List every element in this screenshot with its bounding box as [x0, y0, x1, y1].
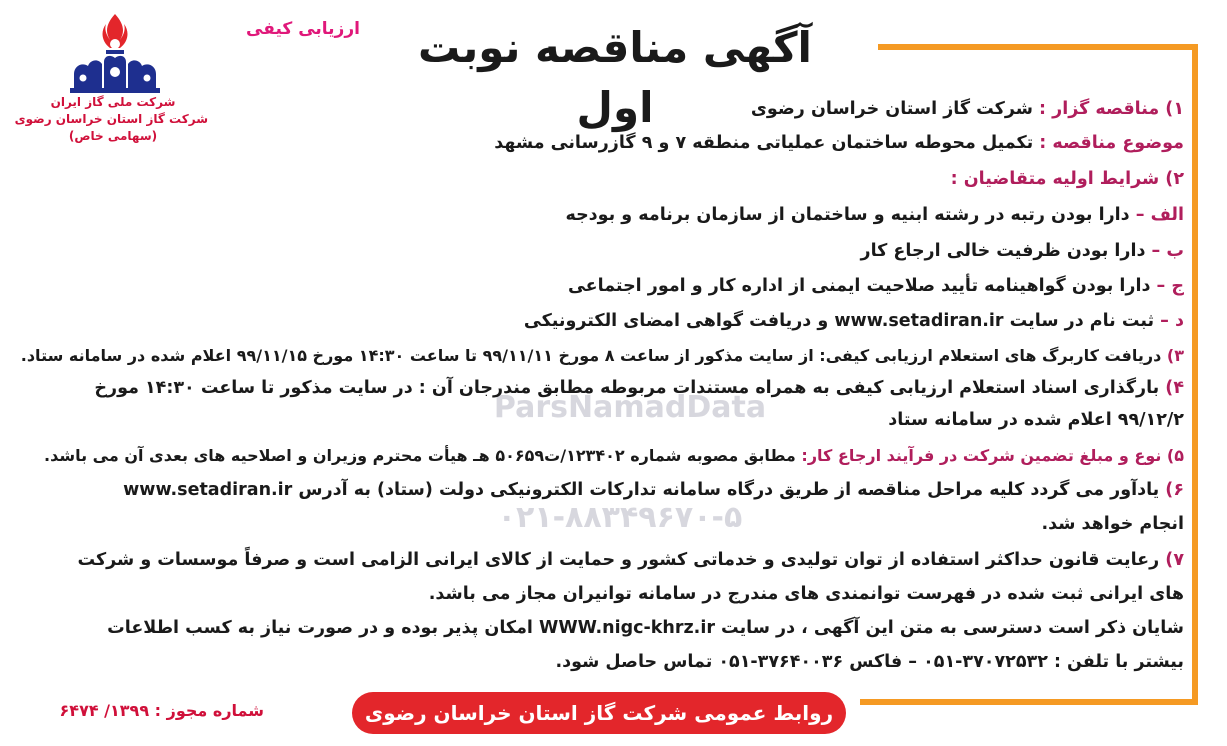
line-subject: موضوع مناقصه : تکمیل محوطه ساختمان عملیاتی منطقه ۷ و ۹ گازرسانی مشهد [494, 133, 1184, 153]
quality-assessment-tag: ارزیابی کیفی [246, 19, 360, 39]
line-item-4: ۴) بارگذاری اسناد استعلام ارزیابی کیفی به همراه مستندات مربوطه مطابق مندرجان آن : در سایت مذکور تا ساعت ۱۴:۳۰ مورخ [94, 378, 1184, 398]
line-tenderer: ۱) مناقصه گزار : شرکت گاز استان خراسان رضوی [750, 99, 1184, 119]
line-contact: بیشتر با تلفن : ۳۷۰۷۲۵۳۲-۰۵۱ – فاکس ۳۷۶۴۰۰۳۶-۰۵۱ تماس حاصل شود. [555, 652, 1184, 672]
company-line-1: شرکت ملی گاز ایران [50, 95, 176, 109]
frame-bottom-border [860, 699, 1198, 705]
frame-right-border [1192, 44, 1198, 704]
line-conditions-heading: ۲) شرایط اولیه متقاضیان : [950, 169, 1184, 189]
line-item-6: ۶) یادآور می گردد کلیه مراحل مناقصه از طریق درگاه سامانه تدارکات الکترونیکی دولت (ستاد) به آدرس www.setadiran.ir [123, 480, 1184, 500]
line-item-6-cont: انجام خواهد شد. [1041, 514, 1184, 534]
line-item-7-cont: های ایرانی ثبت شده در فهرست توانمندی های مندرج در سامانه توانیران مجاز می باشد. [428, 584, 1184, 604]
line-website-note: شایان ذکر است دسترسی به متن این آگهی ، در سایت WWW.nigc-khrz.ir امکان پذیر بوده و در صورت نیاز به کسب اطلاعات [107, 618, 1184, 638]
public-relations-banner: روابط عمومی شرکت گاز استان خراسان رضوی [352, 692, 846, 734]
watermark-phone: ۰۲۱-۸۸۳۴۹۶۷۰-۵ [497, 500, 743, 535]
company-line-2: شرکت گاز استان خراسان رضوی [14, 112, 208, 126]
frame-top-border [878, 44, 1198, 50]
line-item-5: ۵) نوع و مبلغ تضمین شرکت در فرآیند ارجاع کار: مطابق مصوبه شماره ۱۲۳۴۰۲/ت۵۰۶۵۹ هـ هیأت محترم وزیران و اصلاحیه های بعدی آن می باشد. [44, 446, 1184, 465]
company-name-block [14, 94, 208, 145]
nigc-flame-logo-icon [60, 10, 170, 95]
line-item-3: ۳) دریافت کاربرگ های استعلام ارزیابی کیفی: از سایت مذکور از ساعت ۸ مورخ ۹۹/۱۱/۱۱ تا ساعت ۱۴:۳۰ مورخ ۹۹/۱۱/۱۵ اعلام شده در سامانه ستاد. [20, 346, 1184, 365]
permit-number: شماره مجوز : ۱۳۹۹/ ۶۴۷۴ [59, 701, 264, 720]
line-condition-d: د – ثبت نام در سایت www.setadiran.ir و دریافت گواهی امضای الکترونیکی [523, 311, 1184, 331]
line-item-7: ۷) رعایت قانون حداکثر استفاده از توان تولیدی و خدماتی کشور و حمایت از کالای ایرانی الزامی است و صرفاً موسسات و شرکت [77, 550, 1184, 570]
line-condition-c: ج – دارا بودن گواهینامه تأیید صلاحیت ایمنی از اداره کار و امور اجتماعی [567, 276, 1184, 296]
notice-title: آگهی مناقصه نوبت اول [418, 23, 812, 132]
watermark-brand: ParsNamadData [493, 390, 767, 425]
line-condition-b: ب – دارا بودن ظرفیت خالی ارجاع کار [860, 241, 1184, 261]
company-line-3: (سهامی خاص) [68, 129, 158, 143]
line-condition-a: الف – دارا بودن رتبه در رشته ابنیه و ساختمان از سازمان برنامه و بودجه [565, 205, 1184, 225]
line-item-4-cont: ۹۹/۱۲/۲ اعلام شده در سامانه ستاد [888, 410, 1184, 430]
